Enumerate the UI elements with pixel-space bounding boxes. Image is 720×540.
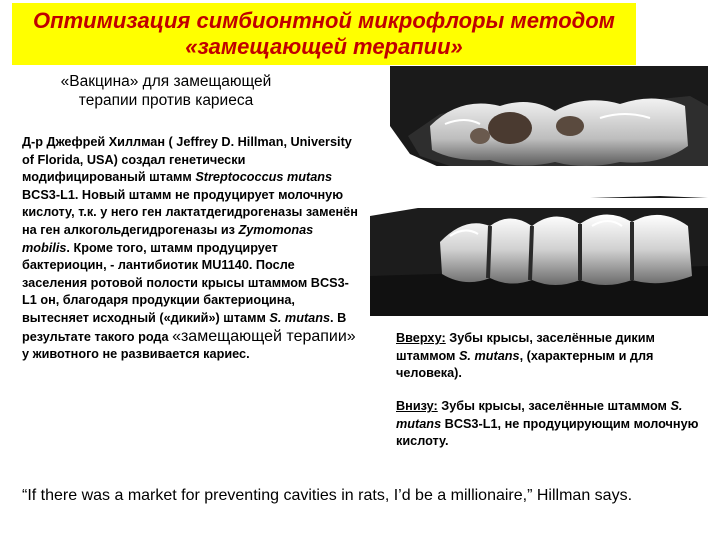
caption-bottom-species: S. mutans [396,399,683,431]
caption-bottom-text-1: Зубы крысы, заселённые штаммом [437,399,671,413]
slide-title-line-2: «замещающей терапии» [185,34,463,59]
hillman-quote: “If there was a market for preventing cavities in rats, I’d be a millionaire,” Hillman says. [22,487,633,504]
title-banner [12,3,636,65]
body-text-2: BCS3-L1. Новый штамм не продуцирует молочную кислоту, т.к. у него ген лактатдегидрогеназы заменён на ген алкогольдегидрогеназы из [22,187,358,237]
caption-top-species: S. mutans [458,348,520,363]
body-text-4: . В результате такого рода [22,310,347,344]
body-highlight: «замещающей терапии» [172,327,356,345]
caption-top-label: Вверху: [396,331,446,345]
caption-bottom-text-2: BCS3-L1, не продуцирующим молочную кислоту. [396,416,699,449]
main-paragraph [22,134,358,364]
caption-bottom-label: Внизу: [396,399,438,413]
body-species-3: S. mutans [269,310,331,325]
subtitle-line-2: терапии против кариеса [78,92,254,109]
rat-teeth-decayed-photo [370,66,708,198]
body-species-1: Streptococcus mutans [195,170,333,185]
body-text-3: . Кроме того, штамм продуцирует бактериоцин, - лантибиотик MU1140. После заселения ротовой полости крысы штаммом BCS3-L1 он, благодаря продукции бактериоцина, вытесняет исходный («дикий») штамм [22,240,349,325]
body-text-5: у животного не развивается кариес. [22,347,250,362]
subtitle [22,72,310,110]
rat-teeth-photo-image [370,66,708,316]
caption-top-text-1: Зубы крысы, заселённые диким штаммом [396,331,655,363]
rat-teeth-photo [370,66,708,316]
slide-title-line-1: Оптимизация симбионтной микрофлоры методом [33,8,615,33]
body-species-2: Zymomonas mobilis [22,222,314,255]
caption-top [396,330,712,383]
subtitle-line-1: «Вакцина» для замещающей [60,73,272,90]
caption-bottom [396,398,712,451]
caption-top-text-2: , (характерным и для человека). [396,348,654,381]
rat-teeth-healthy-photo [370,196,708,316]
body-text-1: Д-р Джефрей Хиллман ( Jeffrey D. Hillman, University of Florida, USA) создал генетически модифицированый штамм [22,135,352,185]
